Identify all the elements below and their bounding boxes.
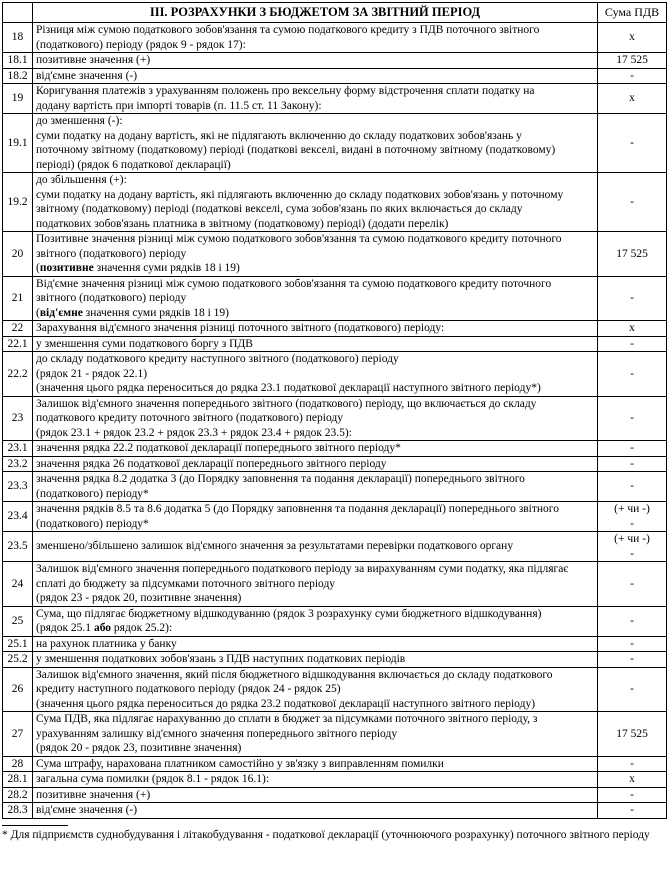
row-value: - bbox=[598, 787, 667, 803]
table-row-22.2 bbox=[3, 352, 667, 397]
table-row-23.4 bbox=[3, 502, 667, 532]
row-value: - bbox=[598, 756, 667, 772]
budget-calculations-table bbox=[2, 2, 667, 819]
row-description: у зменшення податкових зобов'язань з ПДВ наступних податкових періодів bbox=[33, 652, 598, 668]
row-value: - bbox=[598, 114, 667, 173]
row-number: 27 bbox=[3, 712, 33, 757]
table-row-19 bbox=[3, 84, 667, 114]
row-description: Коригування платежів з урахуванням положень про вексельну форму відстрочення сплати податку на додану вартість при імпорті товарів (п. 11.5 ст. 11 Закону): bbox=[33, 84, 598, 114]
row-description: зменшено/збільшено залишок від'ємного значення за результатами перевірки податкового органу bbox=[33, 532, 598, 562]
row-number: 23.3 bbox=[3, 472, 33, 502]
table-row-23.2 bbox=[3, 456, 667, 472]
footnote-separator bbox=[2, 825, 68, 826]
row-description: Позитивне значення різниці між сумою податкового зобов'язання та сумою податкового кредиту поточного звітного (податкового) періоду (позитивне значення суми рядків 18 і 19) bbox=[33, 232, 598, 277]
row-description: до складу податкового кредиту наступного звітного (податкового) періоду (рядок 21 - рядок 22.1) (значення цього рядка переноситься до рядка 23.1 податкової декларації наступного звітного періоду*) bbox=[33, 352, 598, 397]
row-value: - bbox=[598, 352, 667, 397]
row-number: 20 bbox=[3, 232, 33, 277]
row-description: до збільшення (+): суми податку на додану вартість, які підлягають включенню до складу податкових зобов'язань у поточному звітному (податковому) періоді (податкові векселі, сума зобов'язань по яких включається до складу податкових зобов'язань платника в звітному (податковому) періоді) (додати перелік) bbox=[33, 173, 598, 232]
row-number: 28.1 bbox=[3, 772, 33, 788]
table-body bbox=[3, 23, 667, 819]
row-value: (+ чи -) - bbox=[598, 532, 667, 562]
table-row-23.3 bbox=[3, 472, 667, 502]
table-row-19.1 bbox=[3, 114, 667, 173]
row-description: значення рядка 8.2 додатка 3 (до Порядку заповнення та подання декларації) попереднього звітного (податкового) періоду* bbox=[33, 472, 598, 502]
row-number: 25.2 bbox=[3, 652, 33, 668]
row-number: 28 bbox=[3, 756, 33, 772]
row-description: від'ємне значення (-) bbox=[33, 68, 598, 84]
row-number: 19 bbox=[3, 84, 33, 114]
row-description: Сума, що підлягає бюджетному відшкодуванню (рядок 3 розрахунку суми бюджетного відшкодування) (рядок 25.1 або рядок 25.2): bbox=[33, 606, 598, 636]
table-row-23.1 bbox=[3, 441, 667, 457]
table-row-25.2 bbox=[3, 652, 667, 668]
row-value: - bbox=[598, 606, 667, 636]
table-row-18.2 bbox=[3, 68, 667, 84]
row-value: х bbox=[598, 772, 667, 788]
row-number: 23.1 bbox=[3, 441, 33, 457]
table-row-28 bbox=[3, 756, 667, 772]
row-value: (+ чи -) - bbox=[598, 502, 667, 532]
row-description: Залишок від'ємного значення попереднього податкового періоду за вирахуванням суми податку, яка підлягає сплаті до бюджету за підсумками поточного звітного періоду (рядок 23 - рядок 20, позитивне значення) bbox=[33, 562, 598, 607]
row-number: 23.4 bbox=[3, 502, 33, 532]
row-number: 18.2 bbox=[3, 68, 33, 84]
row-description: Різниця між сумою податкового зобов'язання та сумою податкового кредиту з ПДВ поточного звітного (податкового) періоду (рядок 9 - рядок 17): bbox=[33, 23, 598, 53]
table-header-row bbox=[3, 3, 667, 23]
row-description: Сума ПДВ, яка підлягає нарахуванню до сплати в бюджет за підсумками поточного звітного періоду, з урахуванням залишку від'ємного значення попереднього звітного періоду (рядок 20 - рядок 23, позитивне значення) bbox=[33, 712, 598, 757]
row-description: позитивне значення (+) bbox=[33, 53, 598, 69]
row-value: 17 525 bbox=[598, 712, 667, 757]
table-row-24 bbox=[3, 562, 667, 607]
row-number: 24 bbox=[3, 562, 33, 607]
row-value: - bbox=[598, 456, 667, 472]
row-value: - bbox=[598, 803, 667, 819]
row-number: 23 bbox=[3, 396, 33, 441]
row-value: - bbox=[598, 636, 667, 652]
row-value: х bbox=[598, 84, 667, 114]
row-value: - bbox=[598, 562, 667, 607]
row-number: 28.2 bbox=[3, 787, 33, 803]
row-number: 22.2 bbox=[3, 352, 33, 397]
row-number: 25 bbox=[3, 606, 33, 636]
row-description: Від'ємне значення різниці між сумою податкового зобов'язання та сумою податкового кредиту поточного звітного (податкового) періоду (від'ємне значення суми рядків 18 і 19) bbox=[33, 276, 598, 321]
table-row-28.3 bbox=[3, 803, 667, 819]
row-value: - bbox=[598, 336, 667, 352]
row-value: 17 525 bbox=[598, 53, 667, 69]
footnote: * Для підприємств суднобудування і літакобудування - податкової декларації (уточнюючого розрахунку) поточного звітного періоду bbox=[2, 828, 650, 841]
sum-column-header: Сума ПДВ bbox=[598, 3, 667, 23]
row-value: - bbox=[598, 396, 667, 441]
row-value: - bbox=[598, 276, 667, 321]
row-value: - bbox=[598, 441, 667, 457]
row-number: 23.5 bbox=[3, 532, 33, 562]
row-number: 23.2 bbox=[3, 456, 33, 472]
table-row-27 bbox=[3, 712, 667, 757]
row-description: позитивне значення (+) bbox=[33, 787, 598, 803]
table-row-25 bbox=[3, 606, 667, 636]
row-description: у зменшення суми податкового боргу з ПДВ bbox=[33, 336, 598, 352]
section-title: III. РОЗРАХУНКИ З БЮДЖЕТОМ ЗА ЗВІТНИЙ ПЕРІОД bbox=[33, 3, 598, 23]
row-number: 25.1 bbox=[3, 636, 33, 652]
table-row-18.1 bbox=[3, 53, 667, 69]
row-number: 22 bbox=[3, 321, 33, 337]
row-number: 21 bbox=[3, 276, 33, 321]
table-row-23.5 bbox=[3, 532, 667, 562]
row-description: Зарахування від'ємного значення різниці поточного звітного (податкового) періоду: bbox=[33, 321, 598, 337]
row-description: Сума штрафу, нарахована платником самостійно у зв'язку з виправленням помилки bbox=[33, 756, 598, 772]
row-number: 19.1 bbox=[3, 114, 33, 173]
table-row-21 bbox=[3, 276, 667, 321]
table-row-20 bbox=[3, 232, 667, 277]
row-description: значення рядків 8.5 та 8.6 додатка 5 (до Порядку заповнення та подання декларації) попереднього звітного (податкового) періоду* bbox=[33, 502, 598, 532]
row-value: х bbox=[598, 23, 667, 53]
table-row-18 bbox=[3, 23, 667, 53]
table-row-22 bbox=[3, 321, 667, 337]
row-value: 17 525 bbox=[598, 232, 667, 277]
row-description: від'ємне значення (-) bbox=[33, 803, 598, 819]
row-description: Залишок від'ємного значення попереднього звітного (податкового) періоду, що включається до складу податкового кредиту поточного звітного (податкового) періоду (рядок 23.1 + рядок 23.2 + рядок 23.3 + рядок 23.4 + рядок 23.5): bbox=[33, 396, 598, 441]
row-value: - bbox=[598, 173, 667, 232]
row-number: 19.2 bbox=[3, 173, 33, 232]
row-value: - bbox=[598, 68, 667, 84]
row-description: значення рядка 26 податкової декларації попереднього звітного періоду bbox=[33, 456, 598, 472]
row-value: - bbox=[598, 472, 667, 502]
row-number: 18.1 bbox=[3, 53, 33, 69]
row-description: на рахунок платника у банку bbox=[33, 636, 598, 652]
row-description: Залишок від'ємного значення, який після бюджетного відшкодування включається до складу податкового кредиту наступного податкового періоду (рядок 24 - рядок 25) (значення цього рядка переноситься до рядка 23.2 податкової декларації наступного звітного періоду) bbox=[33, 667, 598, 712]
row-value: х bbox=[598, 321, 667, 337]
table-row-19.2 bbox=[3, 173, 667, 232]
table-row-26 bbox=[3, 667, 667, 712]
row-value: - bbox=[598, 652, 667, 668]
row-value: - bbox=[598, 667, 667, 712]
row-description: загальна сума помилки (рядок 8.1 - рядок 16.1): bbox=[33, 772, 598, 788]
table-row-23 bbox=[3, 396, 667, 441]
row-number: 22.1 bbox=[3, 336, 33, 352]
row-number: 26 bbox=[3, 667, 33, 712]
row-number: 18 bbox=[3, 23, 33, 53]
header-empty-cell bbox=[3, 3, 33, 23]
table-row-28.2 bbox=[3, 787, 667, 803]
table-row-28.1 bbox=[3, 772, 667, 788]
row-description: значення рядка 22.2 податкової декларації попереднього звітного періоду* bbox=[33, 441, 598, 457]
table-row-25.1 bbox=[3, 636, 667, 652]
table-row-22.1 bbox=[3, 336, 667, 352]
row-number: 28.3 bbox=[3, 803, 33, 819]
row-description: до зменшення (-): суми податку на додану вартість, які не підлягають включенню до складу податкових зобов'язань у поточному звітному (податковому) періоді (податкові векселі, видані в поточному звітному (податковому) періоді) (рядок 6 податкової декларації) bbox=[33, 114, 598, 173]
